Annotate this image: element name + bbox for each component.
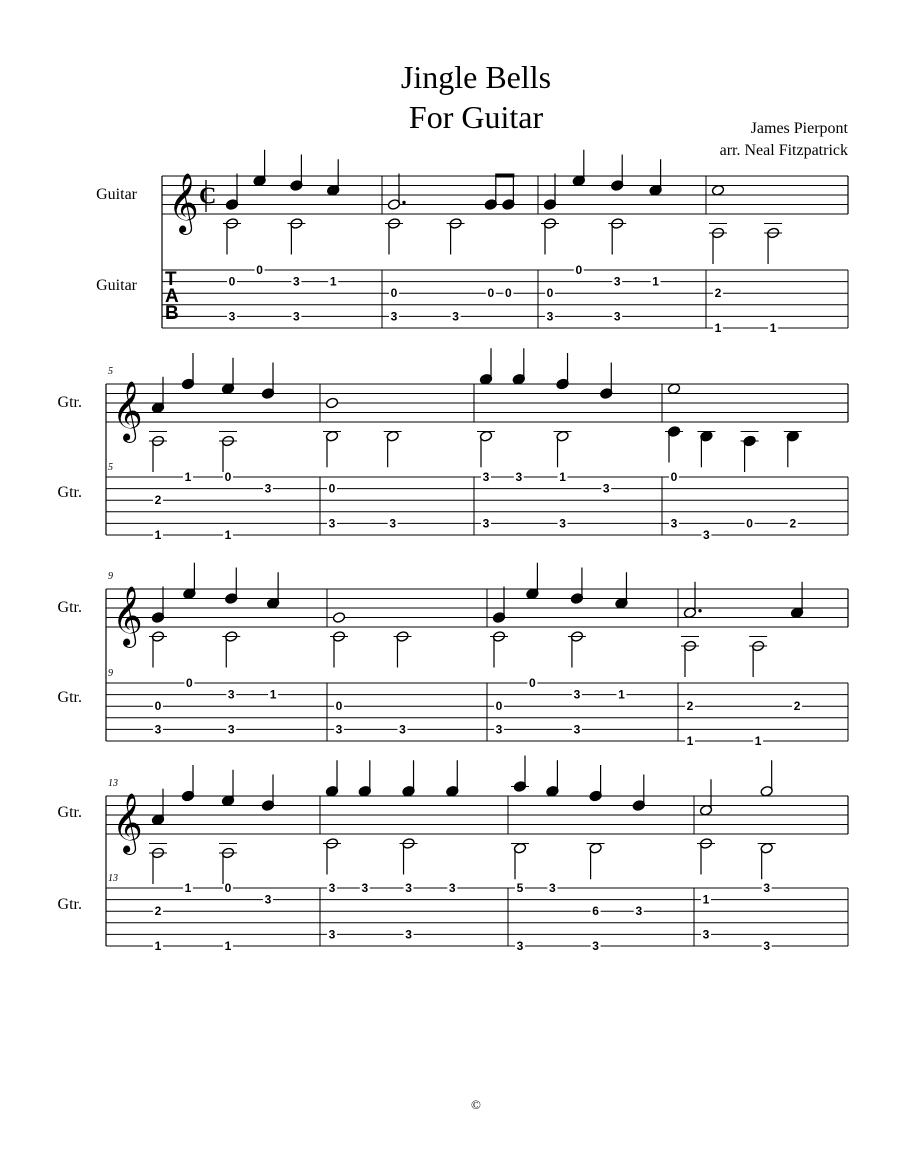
note-dot bbox=[402, 201, 405, 204]
instrument-label-staff-3: Gtr. bbox=[57, 599, 82, 616]
tab-number: 1 bbox=[269, 687, 277, 702]
tab-number: 3 bbox=[516, 939, 524, 953]
tab-number: 3 bbox=[448, 881, 456, 895]
tab-number: 1 bbox=[329, 274, 337, 289]
title-line1: Jingle Bells bbox=[400, 59, 552, 95]
tab-number: 0 bbox=[670, 470, 678, 484]
tab-number: 3 bbox=[452, 309, 459, 324]
tab-number: 3 bbox=[703, 528, 710, 542]
tab-number: 3 bbox=[515, 470, 523, 484]
treble-clef-icon: 𝄞 bbox=[112, 793, 143, 853]
tab-number: 0 bbox=[505, 286, 512, 301]
measure-number: 13 bbox=[108, 778, 118, 789]
tab-number: 0 bbox=[390, 286, 398, 301]
tab-number: 2 bbox=[714, 286, 722, 301]
tab-number: 0 bbox=[256, 263, 263, 277]
tab-number: 1 bbox=[184, 470, 192, 484]
tab-measure-number: 13 bbox=[108, 873, 118, 884]
note-head bbox=[325, 397, 338, 409]
treble-clef-icon: 𝄞 bbox=[112, 381, 143, 441]
time-signature: C bbox=[199, 183, 217, 210]
tab-number: 3 bbox=[573, 687, 581, 702]
tab-number: 1 bbox=[154, 939, 162, 953]
tab-number: 6 bbox=[592, 904, 599, 919]
tab-number: 1 bbox=[184, 881, 192, 895]
tab-number: 3 bbox=[613, 309, 621, 324]
tab-number: 3 bbox=[264, 892, 272, 907]
tab-number: 3 bbox=[495, 722, 503, 737]
tab-number: 1 bbox=[224, 528, 232, 542]
tab-number: 3 bbox=[335, 722, 343, 737]
tab-number: 3 bbox=[482, 516, 490, 531]
tab-number: 0 bbox=[328, 481, 336, 496]
tab-number: 3 bbox=[228, 309, 236, 324]
tab-number: 3 bbox=[361, 881, 369, 895]
tab-number: 3 bbox=[154, 722, 162, 737]
tab-number: 1 bbox=[702, 892, 710, 907]
tab-number: 3 bbox=[328, 927, 336, 942]
instrument-label-staff: Guitar bbox=[96, 186, 137, 203]
tab-number: 3 bbox=[482, 470, 490, 484]
tab-number: 0 bbox=[746, 516, 753, 531]
tab-number: 0 bbox=[224, 881, 232, 895]
tab-number: 3 bbox=[573, 722, 581, 737]
tab-number: 3 bbox=[670, 516, 678, 531]
tab-number: 3 bbox=[293, 309, 300, 324]
note-beam bbox=[496, 174, 515, 178]
copyright: © bbox=[471, 1097, 481, 1112]
tab-number: 3 bbox=[328, 516, 336, 531]
tab-number: 3 bbox=[763, 939, 771, 953]
tab-number: 5 bbox=[516, 881, 524, 895]
instrument-label-tab-2: Gtr. bbox=[57, 484, 82, 501]
tab-number: 1 bbox=[769, 321, 777, 335]
tab-number: 2 bbox=[789, 516, 797, 531]
tab-number: 2 bbox=[154, 904, 162, 919]
note-head bbox=[711, 184, 724, 196]
measure-number: 9 bbox=[108, 571, 113, 582]
tab-number: 3 bbox=[405, 927, 412, 942]
tab-number: 3 bbox=[546, 309, 554, 324]
arranger: arr. Neal Fitzpatrick bbox=[719, 142, 848, 159]
tab-number: 3 bbox=[549, 881, 556, 895]
tab-number: 3 bbox=[635, 904, 643, 919]
tab-number: 3 bbox=[405, 881, 412, 895]
tab-number: 3 bbox=[293, 274, 300, 289]
tab-number: 0 bbox=[154, 699, 162, 714]
tab-number: 0 bbox=[186, 676, 193, 690]
tab-number: 3 bbox=[602, 481, 610, 496]
tab-number: 3 bbox=[592, 939, 599, 953]
tab-number: 3 bbox=[389, 516, 397, 531]
tab-number: 1 bbox=[652, 274, 659, 289]
tab-number: 3 bbox=[328, 881, 336, 895]
instrument-label-tab-3: Gtr. bbox=[57, 689, 82, 706]
note-head bbox=[332, 612, 345, 624]
title-line2: For Guitar bbox=[408, 99, 544, 135]
tab-number: 1 bbox=[154, 528, 162, 542]
tab-number: 3 bbox=[264, 481, 272, 496]
instrument-label-tab: Guitar bbox=[96, 277, 137, 294]
instrument-label-staff-2: Gtr. bbox=[57, 394, 82, 411]
tab-measure-number: 5 bbox=[108, 462, 113, 473]
tab-number: 0 bbox=[228, 274, 236, 289]
tab-number: 0 bbox=[529, 676, 536, 690]
tab-number: 0 bbox=[487, 286, 495, 301]
tab-number: 3 bbox=[559, 516, 566, 531]
tab-number: 3 bbox=[702, 927, 710, 942]
treble-clef-icon: 𝄞 bbox=[168, 173, 199, 233]
tab-letter: T bbox=[165, 269, 177, 290]
tab-number: 3 bbox=[227, 687, 235, 702]
composer: James Pierpont bbox=[750, 120, 848, 137]
tab-number: 2 bbox=[686, 699, 694, 714]
tab-number: 3 bbox=[227, 722, 235, 737]
tab-number: 2 bbox=[793, 699, 801, 714]
note-head bbox=[667, 383, 680, 395]
tab-number: 0 bbox=[495, 699, 503, 714]
tab-number: 0 bbox=[335, 699, 343, 714]
tab-number: 3 bbox=[613, 274, 621, 289]
tab-number: 3 bbox=[399, 722, 406, 737]
note-dot bbox=[698, 609, 701, 612]
tab-letter: A bbox=[165, 286, 179, 307]
tab-number: 3 bbox=[763, 881, 771, 895]
tab-number: 1 bbox=[618, 687, 625, 702]
tab-number: 0 bbox=[546, 286, 554, 301]
tab-number: 1 bbox=[686, 734, 694, 748]
tab-number: 1 bbox=[754, 734, 762, 748]
instrument-label-staff-4: Gtr. bbox=[57, 804, 82, 821]
tab-number: 1 bbox=[224, 939, 232, 953]
instrument-label-tab-4: Gtr. bbox=[57, 896, 82, 913]
measure-number: 5 bbox=[108, 366, 113, 377]
tab-measure-number: 9 bbox=[108, 668, 113, 679]
tab-number: 3 bbox=[390, 309, 398, 324]
tab-number: 1 bbox=[559, 470, 566, 484]
tab-letter: B bbox=[165, 303, 179, 324]
tab-number: 0 bbox=[224, 470, 232, 484]
tab-number: 1 bbox=[714, 321, 722, 335]
treble-clef-icon: 𝄞 bbox=[112, 586, 143, 646]
tab-number: 0 bbox=[575, 263, 583, 277]
tab-number: 2 bbox=[154, 493, 162, 508]
